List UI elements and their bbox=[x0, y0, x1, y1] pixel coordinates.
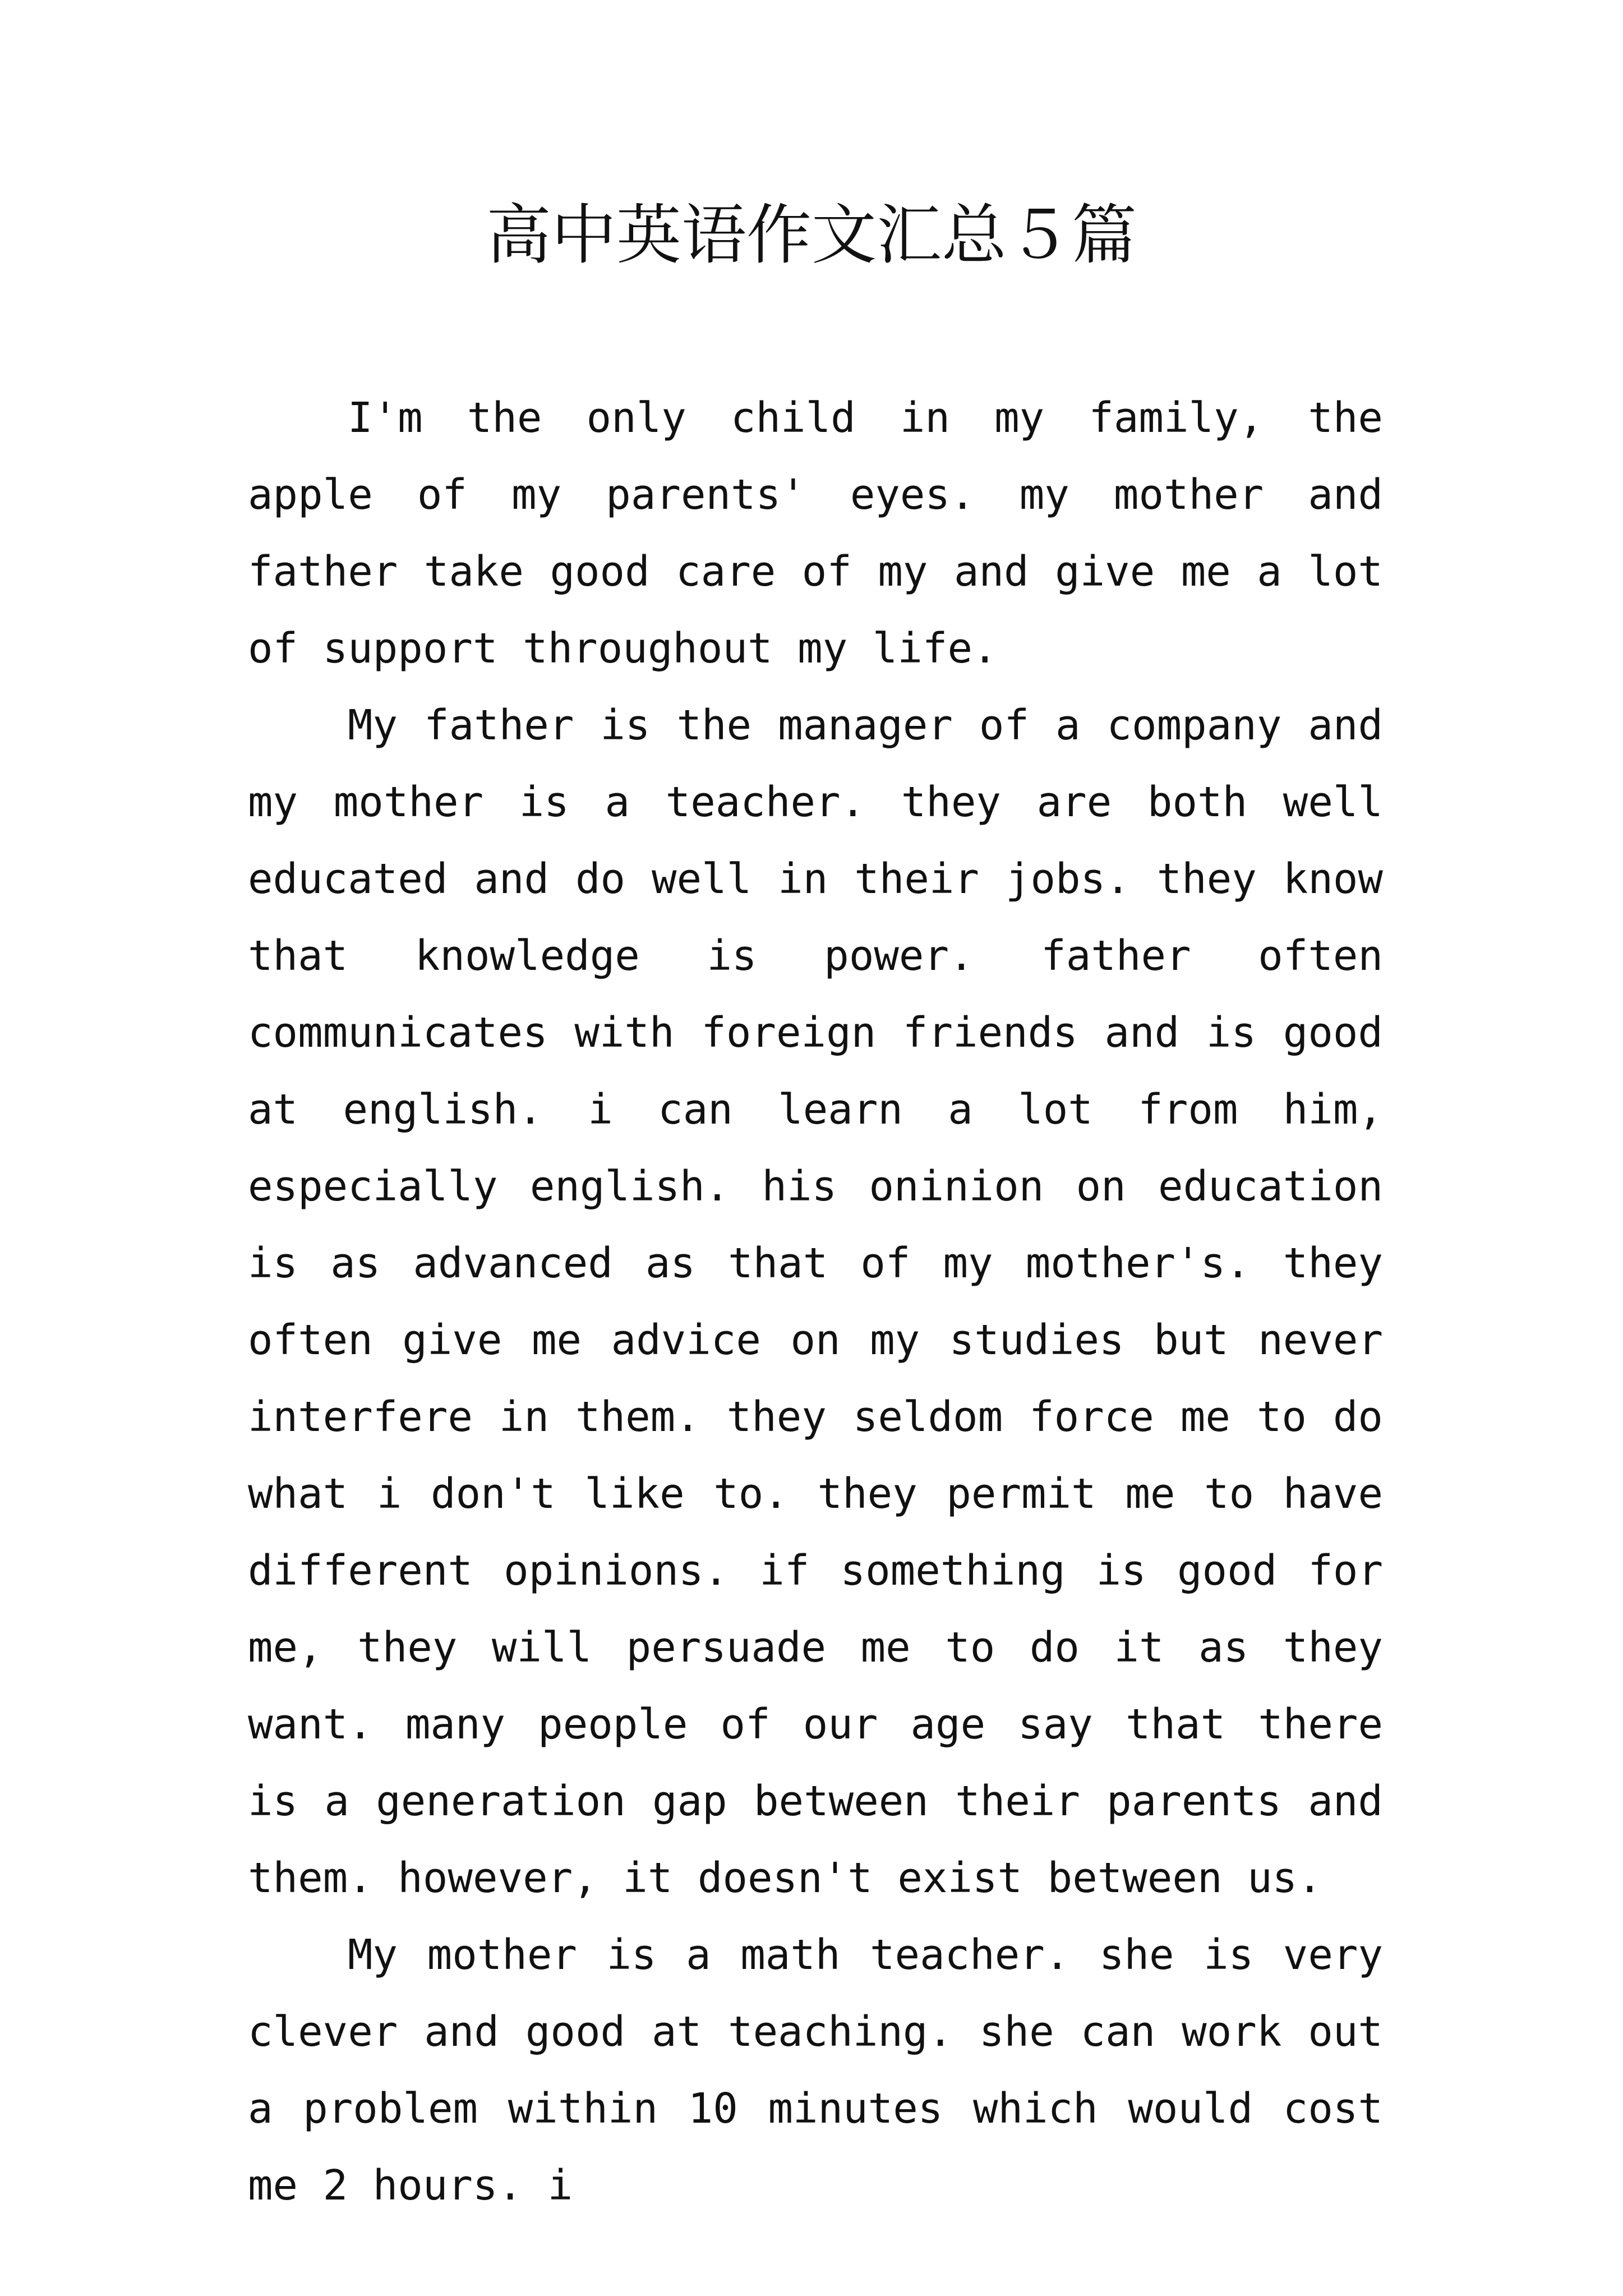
page-title: 高中英语作文汇总５篇 bbox=[486, 197, 1137, 273]
document-body bbox=[248, 380, 1383, 2224]
paragraph-3: My mother is a math teacher. she is very clever and good at teaching. she can work out a problem within 10 minutes which would cost me 2 hours. i bbox=[248, 1931, 1383, 2210]
paragraph-1: I'm the only child in my family, the apple of my parents' eyes. my mother and father take good care of my and give me a lot of support throughout my life. bbox=[248, 394, 1383, 673]
paragraph-2: My father is the manager of a company and my mother is a teacher. they are both well educated and do well in their jobs. they know that knowledge is power. father often communicates with foreign friends and is good at english. i can learn a lot from him, especially english. his oninion on education is as advanced as that of my mother's. they often give me advice on my studies but never interfere in them. they seldom force me to do what i don't like to. they permit me to have different opinions. if something is good for me, they will persuade me to do it as they want. many people of our age say that there is a generation gap between their parents and them. however, it doesn't exist between us. bbox=[248, 701, 1383, 1902]
